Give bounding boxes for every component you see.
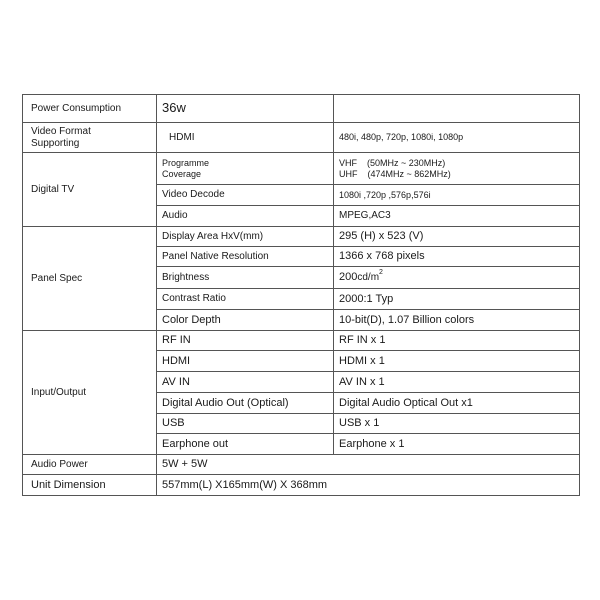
value-power-consumption: 36w: [157, 95, 334, 123]
sub-native-resolution: Panel Native Resolution: [157, 247, 334, 267]
value-unit-dimension: 557mm(L) X165mm(W) X 368mm: [157, 475, 580, 496]
value-uhf: [339, 169, 579, 179]
value-native-resolution: 1366 x 768 pixels: [334, 247, 580, 267]
value-optical: Digital Audio Optical Out x1: [334, 393, 580, 414]
sub-display-area: Display Area HxV(mm): [157, 227, 334, 247]
label-audio-power: Audio Power: [23, 455, 157, 475]
value-brightness-number: 200: [339, 271, 358, 284]
label-video-format: [23, 123, 157, 153]
sub-video-format-hdmi: HDMI: [157, 123, 334, 153]
value-display-area: 295 (H) x 523 (V): [334, 227, 580, 247]
label-video-format-line1: Video Format: [31, 126, 91, 137]
value-contrast-ratio: 2000:1 Typ: [334, 289, 580, 310]
row-rf-in: [23, 331, 580, 351]
value-audio: MPEG,AC3: [334, 206, 580, 227]
sub-audio: Audio: [157, 206, 334, 227]
value-av-in: AV IN x 1: [334, 372, 580, 393]
sub-optical: Digital Audio Out (Optical): [157, 393, 334, 414]
value-vhf-range: (50MHz ~ 230MHz): [367, 158, 446, 169]
row-unit-dimension: [23, 475, 580, 496]
value-hdmi: HDMI x 1: [334, 351, 580, 372]
value-rf-in: RF IN x 1: [334, 331, 580, 351]
spec-table: [22, 94, 580, 496]
row-audio-power: [23, 455, 580, 475]
sub-programme-coverage: [157, 153, 334, 185]
value-brightness-unit: cd/m: [357, 272, 380, 284]
label-input-output: Input/Output: [23, 331, 157, 455]
value-audio-power: 5W + 5W: [157, 455, 580, 475]
sub-usb: USB: [157, 414, 334, 434]
row-display-area: [23, 227, 580, 247]
value-programme-coverage: [334, 153, 580, 185]
label-digital-tv: Digital TV: [23, 153, 157, 227]
row-programme-coverage: [23, 153, 580, 185]
value-earphone: Earphone x 1: [334, 434, 580, 455]
value-usb: USB x 1: [334, 414, 580, 434]
sub-hdmi: HDMI: [157, 351, 334, 372]
sub-av-in: AV IN: [157, 372, 334, 393]
value-video-format: 480i, 480p, 720p, 1080i, 1080p: [334, 123, 580, 153]
value-color-depth: 10-bit(D), 1.07 Billion colors: [334, 310, 580, 331]
value-brightness: [334, 267, 580, 289]
empty-cell: [334, 95, 580, 123]
label-video-format-line2: Supporting: [31, 137, 80, 149]
sub-brightness: Brightness: [157, 267, 334, 289]
sub-earphone: Earphone out: [157, 434, 334, 455]
value-uhf-range: (474MHz ~ 862MHz): [367, 168, 451, 179]
sub-rf-in: RF IN: [157, 331, 334, 351]
label-unit-dimension: Unit Dimension: [23, 475, 157, 496]
sub-programme-line1: Programme: [162, 158, 210, 169]
label-panel-spec: Panel Spec: [23, 227, 157, 331]
sub-contrast-ratio: Contrast Ratio: [157, 289, 334, 310]
label-power-consumption: Power Consumption: [23, 95, 157, 123]
value-vhf-band: VHF: [339, 158, 357, 169]
row-video-format: [23, 123, 580, 153]
value-uhf-band: UHF: [339, 168, 358, 179]
value-brightness-exp: 2: [379, 269, 383, 277]
sub-programme-line2: Coverage: [162, 168, 202, 179]
value-vhf: [339, 158, 579, 168]
row-power-consumption: [23, 95, 580, 123]
value-video-decode: 1080i ,720p ,576p,576i: [334, 185, 580, 206]
sub-color-depth: Color Depth: [157, 310, 334, 331]
sub-video-decode: Video Decode: [157, 185, 334, 206]
